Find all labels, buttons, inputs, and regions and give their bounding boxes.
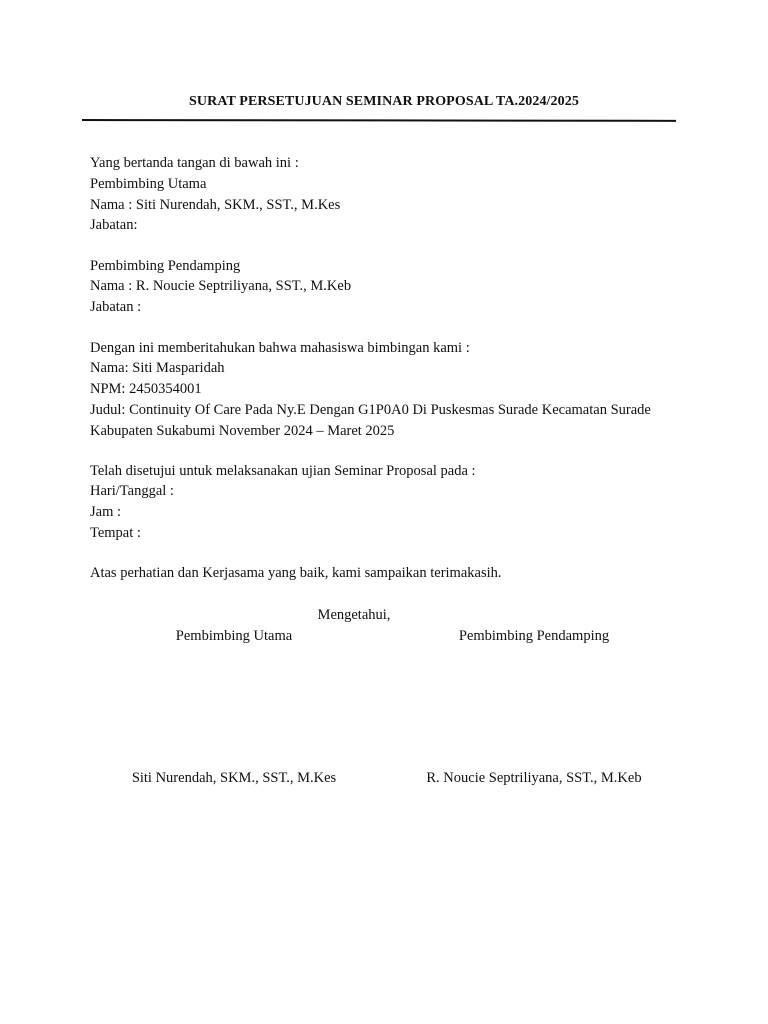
exam-time: Jam : bbox=[90, 504, 122, 520]
left-signature-name: Siti Nurendah, SKM., SST., M.Kes bbox=[131, 770, 337, 786]
title-divider bbox=[82, 119, 676, 122]
main-supervisor-heading: Pembimbing Utama bbox=[90, 176, 207, 192]
main-supervisor-name: Nama : Siti Nurendah, SKM., SST., M.Kes bbox=[90, 197, 341, 213]
thesis-title-line-1: Judul: Continuity Of Care Pada Ny.E Dengan G1P0A0 Di Puskesmas Surade Kecamatan Surade bbox=[90, 402, 651, 418]
assistant-supervisor-heading: Pembimbing Pendamping bbox=[90, 258, 241, 274]
acknowledged-label: Mengetahui, bbox=[317, 607, 391, 623]
closing-text: Atas perhatian dan Kerjasama yang baik, kami sampaikan terimakasih. bbox=[90, 565, 502, 581]
exam-date: Hari/Tanggal : bbox=[90, 483, 174, 499]
thesis-title-line-2: Kabupaten Sukabumi November 2024 – Maret 2025 bbox=[90, 423, 395, 439]
intro-text: Yang bertanda tangan di bawah ini : bbox=[90, 155, 299, 171]
left-signature-role: Pembimbing Utama bbox=[175, 628, 293, 644]
main-supervisor-position: Jabatan: bbox=[90, 217, 138, 233]
right-signature-name: R. Noucie Septriliyana, SST., M.Keb bbox=[426, 770, 642, 786]
right-signature-role: Pembimbing Pendamping bbox=[458, 628, 610, 644]
exam-place: Tempat : bbox=[90, 525, 141, 541]
student-intro: Dengan ini memberitahukan bahwa mahasiswa bimbingan kami : bbox=[90, 340, 470, 356]
assistant-supervisor-position: Jabatan : bbox=[90, 299, 142, 315]
student-name: Nama: Siti Masparidah bbox=[90, 360, 225, 376]
assistant-supervisor-name: Nama : R. Noucie Septriliyana, SST., M.Keb bbox=[90, 278, 352, 294]
exam-intro: Telah disetujui untuk melaksanakan ujian Seminar Proposal pada : bbox=[90, 463, 476, 479]
document-title: SURAT PERSETUJUAN SEMINAR PROPOSAL TA.2024/2025 bbox=[189, 94, 579, 109]
student-npm: NPM: 2450354001 bbox=[90, 381, 202, 397]
